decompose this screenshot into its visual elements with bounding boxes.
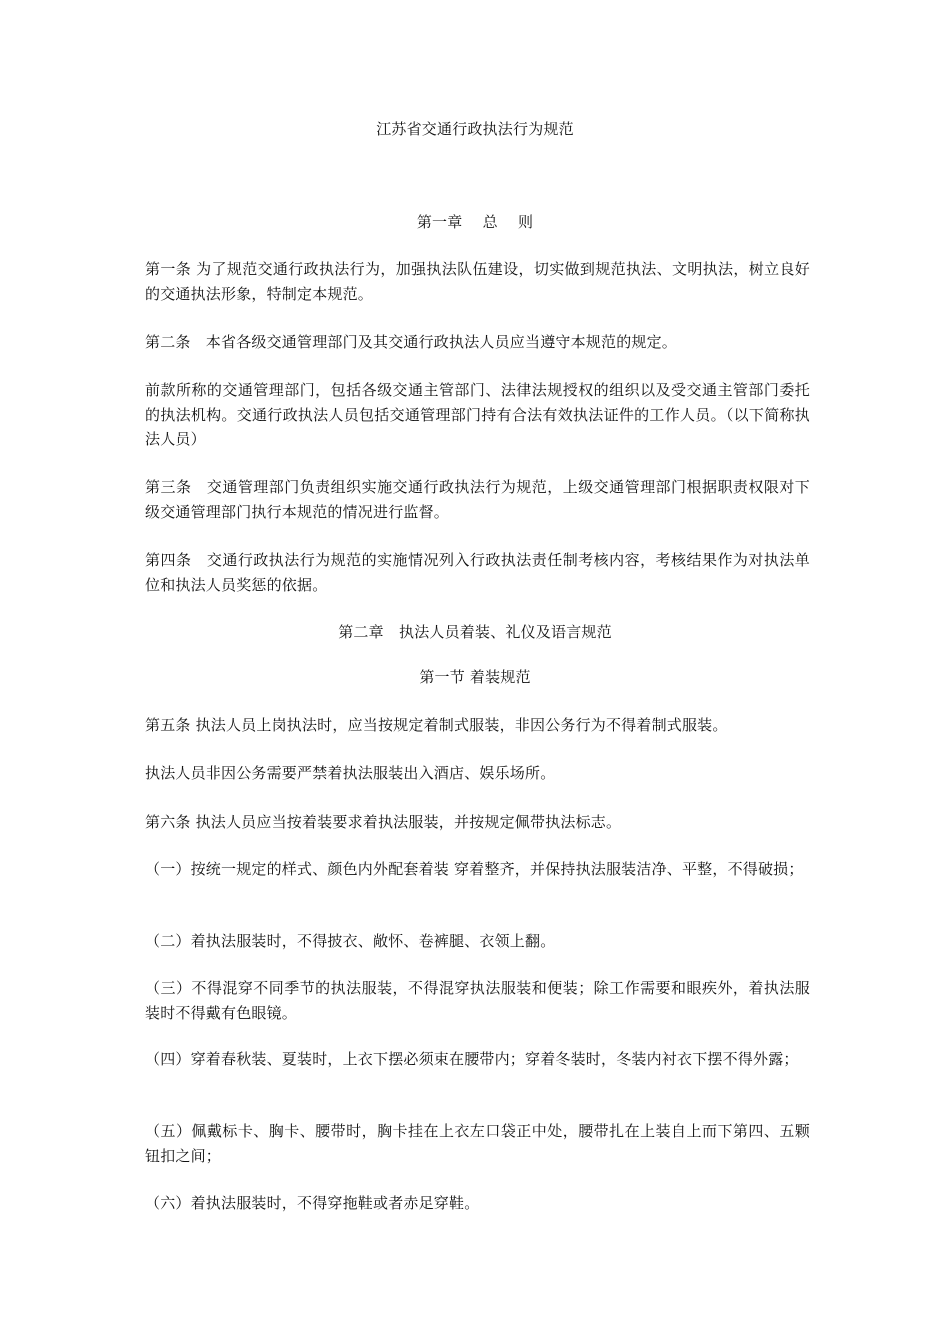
document-title: 江苏省交通行政执法行为规范 (376, 120, 574, 138)
article-paragraph: 第六条 执法人员应当按着装要求着执法服装，并按规定佩带执法标志。 (145, 813, 622, 831)
article-paragraph: 第四条 交通行政执法行为规范的实施情况列入行政执法责任制考核内容，考核结果作为对执法单位和执法人员奖惩的依据。 (145, 551, 810, 594)
article-paragraph: 第三条 交通管理部门负责组织实施交通行政执法行为规范，上级交通管理部门根据职责权限对下级交通管理部门执行本规范的情况进行监督。 (145, 478, 810, 521)
article-paragraph: 执法人员非因公务需要严禁着执法服装出入酒店、娱乐场所。 (145, 764, 556, 782)
article-paragraph: 第一条 为了规范交通行政执法行为，加强执法队伍建设，切实做到规范执法、文明执法，树立良好的交通执法形象，特制定本规范。 (145, 260, 810, 303)
section-heading: 第一节 着装规范 (419, 668, 531, 686)
list-item: （三）不得混穿不同季节的执法服装，不得混穿执法服装和便装；除工作需要和眼疾外，着执法服装时不得戴有色眼镜。 (145, 979, 810, 1022)
list-item: （六）着执法服装时，不得穿拖鞋或者赤足穿鞋。 (145, 1194, 480, 1212)
list-item: （二）着执法服装时，不得披衣、敞怀、卷裤腿、衣领上翻。 (145, 932, 556, 950)
list-item: （四）穿着春秋装、夏装时，上衣下摆必须束在腰带内；穿着冬装时，冬装内衬衣下摆不得外露； (145, 1050, 799, 1068)
list-item: （五）佩戴标卡、胸卡、腰带时，胸卡挂在上衣左口袋正中处，腰带扎在上装自上而下第四、五颗钮扣之间； (145, 1122, 810, 1165)
article-paragraph: 第五条 执法人员上岗执法时，应当按规定着制式服装，非因公务行为不得着制式服装。 (145, 716, 728, 734)
chapter-heading: 第一章 总 则 (416, 213, 534, 231)
article-paragraph: 前款所称的交通管理部门，包括各级交通主管部门、法律法规授权的组织以及受交通主管部门委托的执法机构。交通行政执法人员包括交通管理部门持有合法有效执法证件的工作人员。（以下简称执法人员） (145, 381, 810, 448)
list-item: （一）按统一规定的样式、颜色内外配套着装 穿着整齐，并保持执法服装洁净、平整，不得破损； (145, 860, 804, 878)
chapter-heading: 第二章 执法人员着装、礼仪及语言规范 (338, 623, 612, 641)
article-paragraph: 第二条 本省各级交通管理部门及其交通行政执法人员应当遵守本规范的规定。 (145, 333, 678, 351)
